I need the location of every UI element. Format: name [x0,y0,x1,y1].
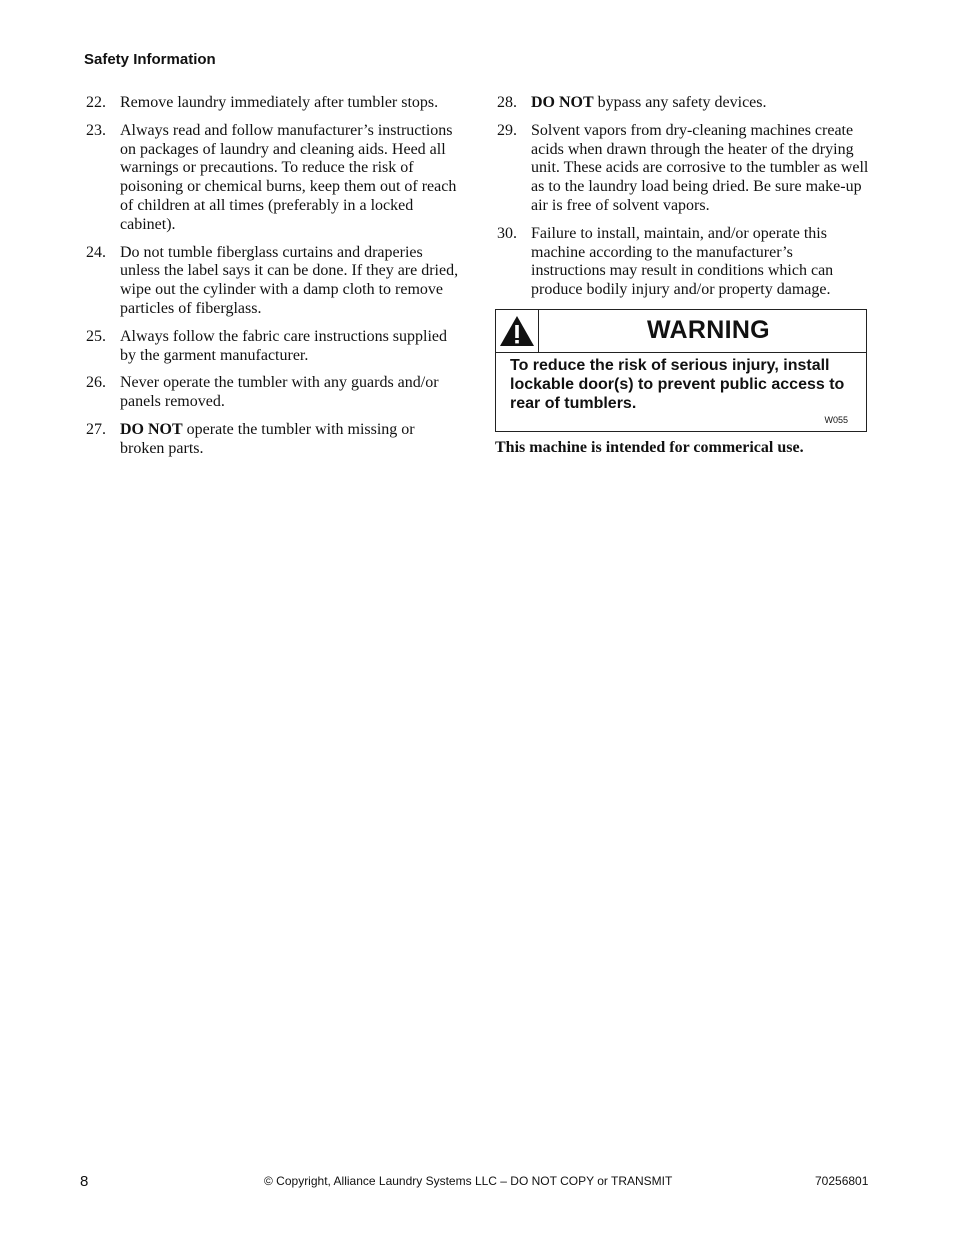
item-emphasis: DO NOT [531,94,594,111]
item-text: Remove laundry immediately after tumbler stops. [120,94,439,111]
page-number: 8 [80,1173,89,1190]
list-item [497,94,871,113]
item-text: Always read and follow manufacturer’s instructions on packages of laundry and cleaning aids. Heed all warnings or precautions. To reduce the risk of poisoning or chemical burns, keep them out of reach of children at all times (preferably in a locked cabinet). [120,121,457,233]
item-text: Always follow the fabric care instructions supplied by the garment manufacturer. [120,327,448,364]
item-text [120,421,460,459]
item-number: 22. [86,94,106,111]
section-header: Safety Information [84,51,216,68]
list-item [86,122,460,235]
item-number: 28. [497,94,517,111]
item-text: Never operate the tumbler with any guards and/or panels removed. [120,374,439,411]
list-item [497,225,871,300]
item-text: Solvent vapors from dry-cleaning machines create acids when drawn through the heater of the drying unit. These acids are corrosive to the tumbler as well as to the laundry load being dried. Be sure make-up air is free of solvent vapors. [531,121,869,214]
warning-triangle-icon [496,310,539,352]
item-text: Failure to install, maintain, and/or operate this machine according to the manufacturer’s instructions may result in conditions which can produce bodily injury and/or property damage. [531,224,834,299]
item-number: 23. [86,121,106,139]
list-item [86,94,460,113]
commercial-use-note: This machine is intended for commerical use. [495,439,804,457]
warning-code: W055 [824,415,848,426]
right-column [497,94,871,457]
warning-box [495,309,867,432]
item-text [531,94,871,113]
item-number: 29. [497,121,517,139]
item-number: 30. [497,224,517,242]
item-number: 24. [86,243,106,261]
item-number: 25. [86,327,106,345]
list-item [497,122,871,216]
item-text-rest: bypass any safety devices. [593,94,767,111]
item-number: 27. [86,420,106,438]
list-item [86,374,460,412]
item-number: 26. [86,374,106,392]
warning-header [496,310,866,353]
item-text-rest: operate the tumbler with missing or broken parts. [120,420,415,457]
list-item [86,421,460,459]
list-item [86,244,460,319]
left-column [86,94,460,468]
warning-title: WARNING [647,316,770,345]
copyright-notice: © Copyright, Alliance Laundry Systems LLC – DO NOT COPY or TRANSMIT [264,1174,673,1188]
item-emphasis: DO NOT [120,420,183,438]
document-code: 70256801 [815,1174,869,1188]
item-text: Do not tumble fiberglass curtains and draperies unless the label says it can be done. If they are dried, wipe out the cylinder with a damp cloth to remove particles of fiberglass. [120,243,459,317]
list-item [86,328,460,366]
warning-message: To reduce the risk of serious injury, install lockable door(s) to prevent public access to rear of tumblers. [510,356,845,412]
